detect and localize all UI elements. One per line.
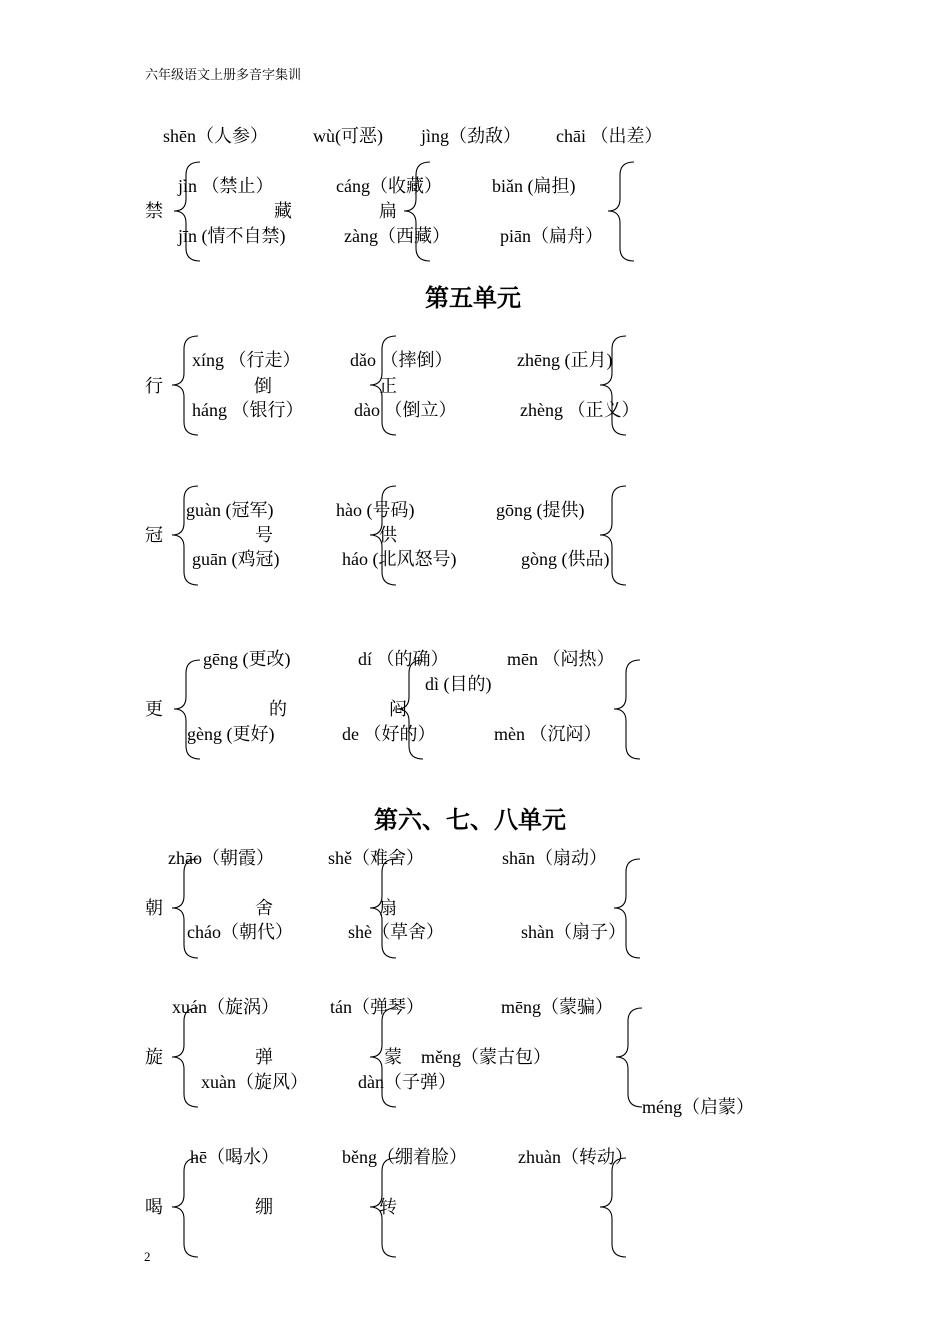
reading-top: zhāo（朝霞） <box>168 848 274 868</box>
reading-bottom: cháo（朝代） <box>187 922 293 942</box>
reading-bottom: méng（启蒙） <box>642 1097 754 1117</box>
reading-top: dí （的确） <box>358 649 449 669</box>
char-label: 扁 <box>379 201 397 221</box>
char-label: 的 <box>269 699 287 719</box>
intro-item: chāi （出差） <box>556 126 663 146</box>
char-label: 喝 <box>145 1197 163 1217</box>
reading-top: cáng（收藏） <box>336 176 442 196</box>
reading-bottom: piān（扁舟） <box>500 226 603 246</box>
reading-top: hē（喝水） <box>190 1147 279 1167</box>
page-number: 2 <box>144 1249 151 1264</box>
reading-top: shān（扇动） <box>502 848 607 868</box>
reading-bottom: dào （倒立） <box>354 400 457 420</box>
reading-bottom: dàn（子弹） <box>358 1072 456 1092</box>
char-label: 绷 <box>255 1197 273 1217</box>
char-label: 号 <box>255 525 273 545</box>
reading-top: mēn （闷热） <box>507 649 615 669</box>
reading-bottom: háng （银行） <box>192 400 304 420</box>
char-label: 正 <box>379 376 397 396</box>
char-label: 舍 <box>255 898 273 918</box>
char-label: 更 <box>145 699 163 719</box>
char-label: 供 <box>379 525 397 545</box>
reading-bottom: gòng (供品) <box>521 549 610 569</box>
reading-top: shě（难舍） <box>328 848 424 868</box>
reading-top: zhēng (正月) <box>517 350 613 370</box>
reading-middle: měng（蒙古包） <box>421 1047 551 1067</box>
reading-top: biǎn (扁担) <box>492 176 576 196</box>
char-label: 倒 <box>254 376 272 396</box>
char-label: 冠 <box>145 525 163 545</box>
reading-top: hào (号码) <box>336 500 415 520</box>
left-brace <box>168 1007 202 1108</box>
left-brace <box>610 659 644 760</box>
left-brace <box>604 161 638 262</box>
reading-bottom: zàng（西藏） <box>344 226 450 246</box>
left-brace <box>596 1157 630 1258</box>
reading-top: xíng （行走） <box>192 350 301 370</box>
section-heading: 第五单元 <box>425 286 521 312</box>
left-brace <box>610 858 644 959</box>
char-label: 转 <box>379 1197 397 1217</box>
left-brace <box>168 858 202 959</box>
intro-item: jìng（劲敌） <box>421 126 522 146</box>
reading-bottom: mèn （沉闷） <box>494 724 602 744</box>
reading-bottom: háo (北风怒号) <box>342 549 457 569</box>
page-header: 六年级语文上册多音字集训 <box>145 67 302 82</box>
char-label: 旋 <box>145 1047 163 1067</box>
section-heading: 第六、七、八单元 <box>374 808 566 834</box>
char-label: 扇 <box>379 898 397 918</box>
reading-bottom: xuàn（旋风） <box>201 1072 308 1092</box>
char-label: 蒙 <box>384 1047 402 1067</box>
char-label: 藏 <box>274 201 292 221</box>
reading-top: běng（绷着脸） <box>342 1147 467 1167</box>
reading-bottom: jīn (情不自禁) <box>178 226 286 246</box>
reading-top: gōng (提供) <box>496 500 585 520</box>
left-brace <box>596 485 630 586</box>
char-label: 弹 <box>255 1047 273 1067</box>
reading-top: guàn (冠军) <box>186 500 274 520</box>
char-label: 行 <box>145 376 163 396</box>
intro-item: shēn（人参） <box>163 126 268 146</box>
reading-top: gēng (更改) <box>203 649 291 669</box>
char-label: 闷 <box>389 699 407 719</box>
reading-top: dǎo （摔倒） <box>350 350 453 370</box>
reading-top: tán（弹琴） <box>330 997 424 1017</box>
intro-item: wù(可恶) <box>313 126 383 146</box>
reading-top: xuán（旋涡） <box>172 997 279 1017</box>
reading-top: jìn （禁止） <box>178 176 274 196</box>
reading-middle: dì (目的) <box>425 674 492 694</box>
char-label: 禁 <box>145 201 163 221</box>
reading-bottom: zhèng （正义） <box>520 400 640 420</box>
left-brace <box>612 1007 646 1108</box>
reading-bottom: de （好的） <box>342 724 436 744</box>
reading-bottom: shàn（扇子） <box>521 922 626 942</box>
reading-top: zhuàn（转动） <box>518 1147 633 1167</box>
reading-bottom: shè（草舍） <box>348 922 444 942</box>
reading-bottom: guān (鸡冠) <box>192 549 280 569</box>
char-label: 朝 <box>145 898 163 918</box>
reading-bottom: gèng (更好) <box>187 724 275 744</box>
reading-top: mēng（蒙骗） <box>501 997 613 1017</box>
left-brace <box>168 1157 202 1258</box>
